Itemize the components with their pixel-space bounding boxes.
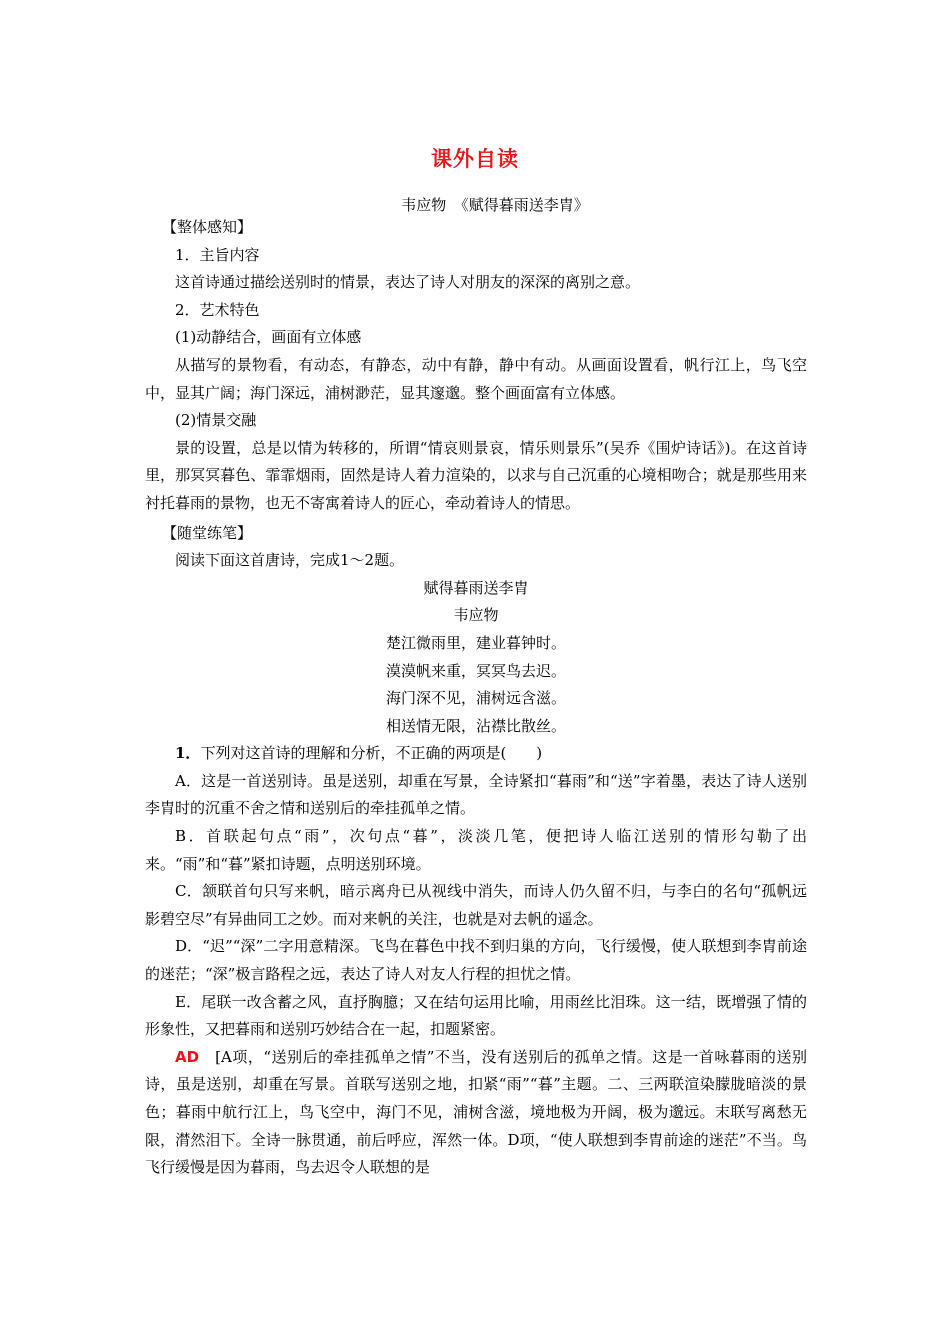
sub1-heading: (1)动静结合，画面有立体感 [175,328,362,347]
content-body [145,214,807,1182]
option-c: C．颔联首句只写来帆，暗示离舟已从视线中消失，而诗人仍久留不归，与李白的名句“孤帆远影碧空尽”有异曲同工之妙。而对来帆的关注，也就是对去帆的遥念。 [145,882,807,928]
poem-line: 相送情无限，沾襟比散丝。 [385,716,566,735]
poem-line: 楚江微雨里，建业暮钟时。 [385,633,566,652]
option-a: A．这是一首送别诗。虽是送别，却重在写景，全诗紧扣“暮雨”和“送”字着墨，表达了诗人送别李胄时的沉重不舍之情和送别后的牵挂孤单之情。 [145,771,807,818]
section-heading-practice: 【随堂练笔】 [162,523,253,542]
question-number: 1． [175,744,201,763]
poem-line: 漠漠帆来重，冥冥鸟去迟。 [385,661,566,680]
sub2-heading: (2)情景交融 [175,411,257,430]
sub1-text: 从描写的景物看，有动态，有静态，动中有静，静中有动。从画面设置看，帆行江上，鸟飞空中，显其广阔；海门深远，浦树渺茫，显其邃邈。整个画面富有立体感。 [145,355,807,402]
item2-heading: 2．艺术特色 [175,300,260,319]
explanation-text: [A项，“送别后的牵挂孤单之情”不当，没有送别后的孤单之情。这是一首咏暮雨的送别诗，虽是送别，却重在写景。首联写送别之地，扣紧“雨”“暮”主题。二、三两联渲染朦胧暗淡的景色；暮雨中航行江上，鸟飞空中，海门不见，浦树含滋，境地极为开阔，极为邈远。末联写离愁无限，潸然泪下。全诗一脉贯通，前后呼应，浑然一体。D项，“使人联想到李胄前途的迷茫”不当。鸟飞行缓慢是因为暮雨，鸟去迟令人联想的是 [145,1047,807,1177]
instruction: 阅读下面这首唐诗，完成1～2题。 [175,551,405,570]
subtitle: 韦应物 《赋得暮雨送李胄》 [401,196,589,214]
section-heading-overall: 【整体感知】 [162,218,253,236]
option-d: D．“迟”“深”二字用意精深。飞鸟在暮色中找不到归巢的方向，飞行缓慢，使人联想到李胄前途的迷茫；“深”极言路程之远，表达了诗人对友人行程的担忧之情。 [145,937,807,984]
question-stem [145,740,807,768]
answer-key: AD [175,1047,200,1066]
answer-explanation [145,1044,807,1182]
poem-author: 韦应物 [453,606,499,625]
poem-title: 赋得暮雨送李胄 [423,578,529,597]
sub2-text: 景的设置，总是以情为转移的，所谓“情哀则景哀，情乐则景乐”(吴乔《围炉诗话》)。在这首诗里，那冥冥暮色、霏霏烟雨，固然是诗人着力渲染的，以求与自己沉重的心境相吻合；就是那些用来衬托暮雨的景物，也无不寄寓着诗人的匠心，牵动着诗人的情思。 [145,438,807,512]
poem-line: 海门深不见，浦树远含滋。 [385,689,566,708]
item1-text: 这首诗通过描绘送别时的情景，表达了诗人对朋友的深深的离别之意。 [175,273,641,292]
option-e: E．尾联一改含蓄之风，直抒胸臆；又在结句运用比喻，用雨丝比泪珠。这一结，既增强了情的形象性，又把暮雨和送别巧妙结合在一起，扣题紧密。 [145,992,807,1039]
question-text: 下列对这首诗的理解和分析，不正确的两项是( ) [200,744,543,763]
page-title: 课外自读 [431,147,519,171]
option-b: B．首联起句点“雨”，次句点“暮”，淡淡几笔，便把诗人临江送别的情形勾勒了出来。“雨”和“暮”紧扣诗题，点明送别环境。 [145,827,807,873]
item1-heading: 1．主旨内容 [175,245,260,264]
